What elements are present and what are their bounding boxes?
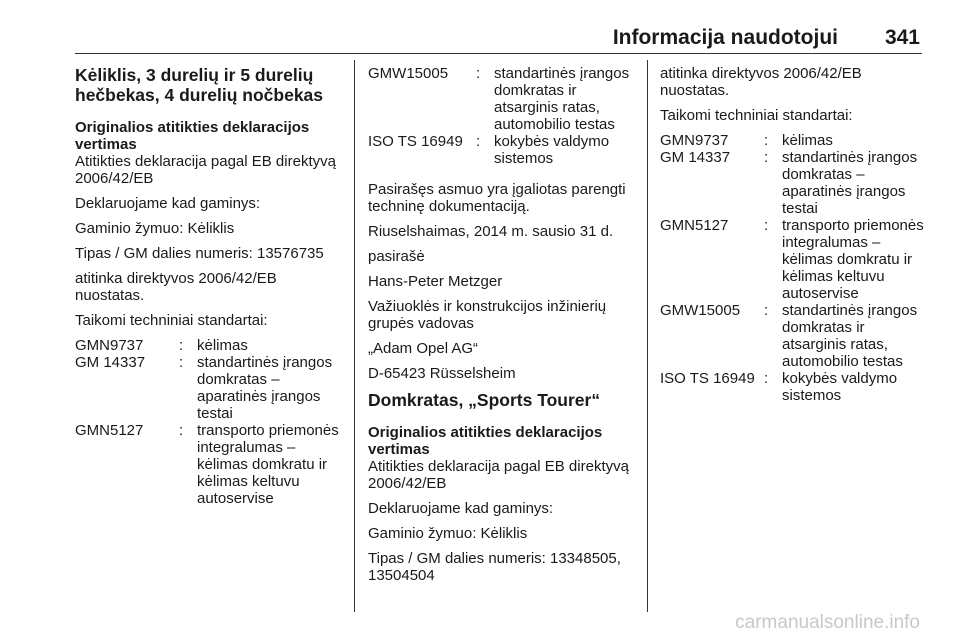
standard-code: GMN5127 xyxy=(660,217,729,234)
column-3 xyxy=(660,65,928,418)
standard-code: GMW15005 xyxy=(368,65,449,82)
paragraph: atitinka direktyvos 2006/42/EB nuostatas. xyxy=(75,270,277,304)
paragraph: Tipas / GM dalies numeris: 13576735 xyxy=(75,245,324,262)
standard-desc: kėlimas xyxy=(197,337,248,354)
separator: : xyxy=(179,422,184,439)
standard-code: GM 14337 xyxy=(660,149,731,166)
subheading: Originalios atitikties deklaracijos vertimas xyxy=(368,424,603,458)
separator: : xyxy=(476,133,481,150)
standard-desc: standartinės įrangos domkratas ir atsarginis ratas, automobilio testas xyxy=(494,65,630,133)
paragraph: Hans-Peter Metzger xyxy=(368,273,503,290)
paragraph: D-65423 Rüsselsheim xyxy=(368,365,516,382)
paragraph: Deklaruojame kad gaminys: xyxy=(368,500,554,517)
separator: : xyxy=(764,149,769,166)
table-row xyxy=(660,370,928,404)
separator: : xyxy=(764,370,769,387)
paragraph: Pasirašęs asmuo yra įgaliotas parengti techninę dokumentaciją. xyxy=(368,181,626,215)
standard-desc: standartinės įrangos domkratas ir atsarginis ratas, automobilio testas xyxy=(782,302,918,370)
paragraph: Deklaruojame kad gaminys: xyxy=(75,195,261,212)
paragraph: Gaminio žymuo: Kėliklis xyxy=(368,525,528,542)
column-1 xyxy=(75,65,343,521)
standard-code: ISO TS 16949 xyxy=(368,133,463,150)
table-row xyxy=(368,65,638,133)
watermark: carmanualsonline.info xyxy=(735,612,920,633)
separator: : xyxy=(179,354,184,371)
section-heading: Kėliklis, 3 durelių ir 5 durelių hečbekas, 4 durelių nočbekas xyxy=(75,65,324,105)
separator: : xyxy=(476,65,481,82)
paragraph: pasirašė xyxy=(368,248,425,265)
paragraph: Gaminio žymuo: Kėliklis xyxy=(75,220,235,237)
paragraph: Atitikties deklaracija pagal EB direktyvą 2006/42/EB xyxy=(368,458,629,492)
standard-code: ISO TS 16949 xyxy=(660,370,755,387)
table-row xyxy=(75,354,343,422)
standard-code: GMN5127 xyxy=(75,422,144,439)
paragraph: Taikomi techniniai standartai: xyxy=(75,312,268,329)
table-row xyxy=(368,133,638,167)
paragraph: Riuselshaimas, 2014 m. sausio 31 d. xyxy=(368,223,614,240)
paragraph: Atitikties deklaracija pagal EB direktyvą 2006/42/EB xyxy=(75,153,336,187)
standard-desc: standartinės įrangos domkratas – aparatinės įrangos testai xyxy=(782,149,918,217)
column-2 xyxy=(368,65,638,592)
paragraph: Taikomi techniniai standartai: xyxy=(660,107,853,124)
separator: : xyxy=(179,337,184,354)
paragraph: Tipas / GM dalies numeris: 13348505, 13504504 xyxy=(368,550,621,584)
standard-code: GMN9737 xyxy=(660,132,729,149)
column-divider-2 xyxy=(647,60,648,612)
page-number: 341 xyxy=(884,26,920,49)
separator: : xyxy=(764,217,769,234)
separator: : xyxy=(764,302,769,319)
header-rule xyxy=(75,53,922,54)
standards-table xyxy=(368,65,638,167)
standard-code: GM 14337 xyxy=(75,354,146,371)
section-heading: Domkratas, „Sports Tourer“ xyxy=(368,390,601,410)
table-row xyxy=(660,132,928,149)
standard-desc: transporto priemonės integralumas – kėlimas domkratu ir kėlimas keltuvu autoservise xyxy=(197,422,339,507)
column-divider-1 xyxy=(354,60,355,612)
standard-code: GMW15005 xyxy=(660,302,741,319)
standard-desc: kėlimas xyxy=(782,132,833,149)
table-row xyxy=(75,337,343,354)
standards-table xyxy=(75,337,343,507)
paragraph: atitinka direktyvos 2006/42/EB nuostatas. xyxy=(660,65,862,99)
standard-desc: kokybės valdymo sistemos xyxy=(782,370,898,404)
table-row xyxy=(660,149,928,217)
standards-table xyxy=(660,132,928,404)
subheading: Originalios atitikties deklaracijos vertimas xyxy=(75,119,310,153)
standard-desc: kokybės valdymo sistemos xyxy=(494,133,610,167)
separator: : xyxy=(764,132,769,149)
table-row xyxy=(660,217,928,302)
table-row xyxy=(660,302,928,370)
table-row xyxy=(75,422,343,507)
paragraph: Važiuoklės ir konstrukcijos inžinierių grupės vadovas xyxy=(368,298,607,332)
header-title: Informacija naudotojui xyxy=(612,26,838,49)
paragraph: „Adam Opel AG“ xyxy=(368,340,479,357)
standard-code: GMN9737 xyxy=(75,337,144,354)
standard-desc: transporto priemonės integralumas – kėlimas domkratu ir kėlimas keltuvu autoservise xyxy=(782,217,924,302)
standard-desc: standartinės įrangos domkratas – aparatinės įrangos testai xyxy=(197,354,333,422)
